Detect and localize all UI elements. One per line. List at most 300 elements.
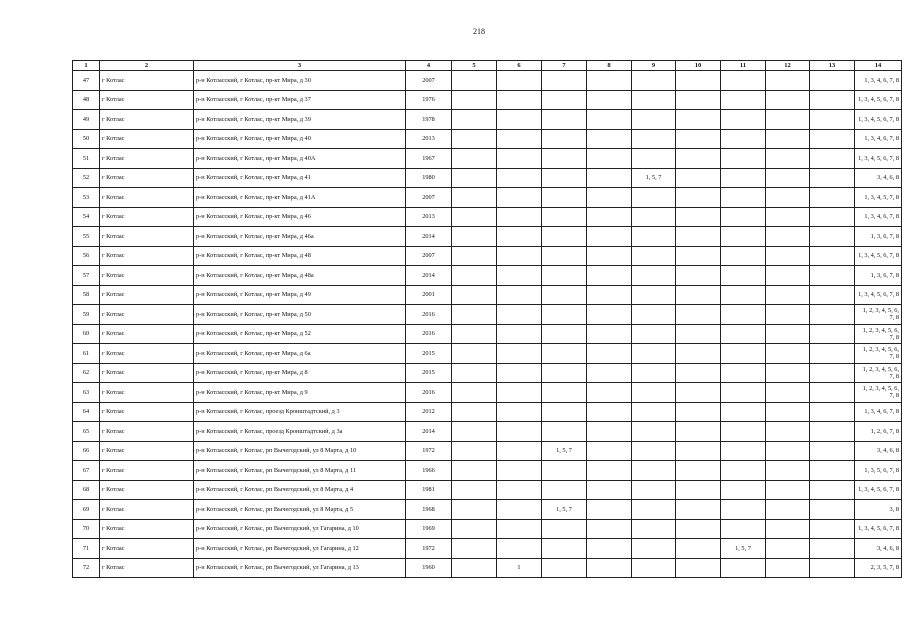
- header-row: [73, 61, 902, 71]
- col11-cell: [721, 266, 766, 286]
- col6-cell: [497, 519, 542, 539]
- settlement-cell: г Котлас: [100, 266, 194, 286]
- row-number: 61: [73, 344, 100, 364]
- col9-cell: [632, 441, 676, 461]
- col6-cell: [497, 71, 542, 91]
- col13-cell: [810, 344, 855, 364]
- settlement-cell: г Котлас: [100, 285, 194, 305]
- col9-cell: [632, 110, 676, 130]
- col12-cell: [766, 129, 810, 149]
- year-cell: 2007: [406, 246, 452, 266]
- address-cell: р-н Котласский, г Котлас, пр-кт Мира, д 37: [194, 90, 406, 110]
- address-cell: р-н Котласский, г Котлас, пр-кт Мира, д 49: [194, 285, 406, 305]
- col7-cell: 1, 5, 7: [542, 500, 587, 520]
- column-header-4: 4: [406, 61, 452, 71]
- col7-cell: [542, 266, 587, 286]
- table-row: [73, 344, 902, 364]
- col13-cell: [810, 422, 855, 442]
- table-row: [73, 500, 902, 520]
- table-row: [73, 285, 902, 305]
- col13-cell: [810, 168, 855, 188]
- col12-cell: [766, 71, 810, 91]
- col11-cell: [721, 441, 766, 461]
- col7-cell: [542, 363, 587, 383]
- col5-cell: [452, 539, 497, 559]
- col13-cell: [810, 246, 855, 266]
- col9-cell: [632, 129, 676, 149]
- table-row: [73, 402, 902, 422]
- measures-cell: 1, 3, 4, 5, 6, 7, 8: [855, 149, 902, 169]
- col7-cell: [542, 168, 587, 188]
- register-table: [72, 60, 902, 578]
- col7-cell: [542, 110, 587, 130]
- col7-cell: [542, 324, 587, 344]
- col13-cell: [810, 207, 855, 227]
- measures-cell: 1, 2, 3, 4, 5, 6, 7, 8: [855, 383, 902, 403]
- col13-cell: [810, 539, 855, 559]
- year-cell: 1978: [406, 110, 452, 130]
- col11-cell: [721, 90, 766, 110]
- col6-cell: [497, 324, 542, 344]
- col10-cell: [676, 188, 721, 208]
- col6-cell: [497, 207, 542, 227]
- col10-cell: [676, 383, 721, 403]
- col10-cell: [676, 110, 721, 130]
- measures-cell: 3, 4, 6, 8: [855, 441, 902, 461]
- col5-cell: [452, 519, 497, 539]
- measures-cell: 2, 3, 5, 7, 8: [855, 558, 902, 578]
- col10-cell: [676, 71, 721, 91]
- col5-cell: [452, 285, 497, 305]
- address-cell: р-н Котласский, г Котлас, пр-кт Мира, д 39: [194, 110, 406, 130]
- table-row: [73, 90, 902, 110]
- measures-cell: 1, 3, 4, 5, 6, 7, 8: [855, 519, 902, 539]
- col12-cell: [766, 558, 810, 578]
- col7-cell: [542, 207, 587, 227]
- col11-cell: [721, 246, 766, 266]
- row-number: 52: [73, 168, 100, 188]
- year-cell: 1981: [406, 480, 452, 500]
- col13-cell: [810, 110, 855, 130]
- col5-cell: [452, 402, 497, 422]
- col5-cell: [452, 129, 497, 149]
- col6-cell: [497, 461, 542, 481]
- col9-cell: [632, 402, 676, 422]
- col6-cell: [497, 246, 542, 266]
- col10-cell: [676, 480, 721, 500]
- table-row: [73, 461, 902, 481]
- col12-cell: [766, 90, 810, 110]
- col10-cell: [676, 422, 721, 442]
- col11-cell: [721, 324, 766, 344]
- col5-cell: [452, 461, 497, 481]
- row-number: 72: [73, 558, 100, 578]
- table-row: [73, 558, 902, 578]
- col8-cell: [587, 207, 632, 227]
- col13-cell: [810, 266, 855, 286]
- col12-cell: [766, 285, 810, 305]
- col8-cell: [587, 383, 632, 403]
- col8-cell: [587, 461, 632, 481]
- col10-cell: [676, 266, 721, 286]
- year-cell: 2007: [406, 188, 452, 208]
- col9-cell: [632, 207, 676, 227]
- col9-cell: [632, 500, 676, 520]
- col10-cell: [676, 168, 721, 188]
- address-cell: р-н Котласский, г Котлас, рп Вычегодский, ул Гагарина, д 13: [194, 558, 406, 578]
- settlement-cell: г Котлас: [100, 422, 194, 442]
- row-number: 50: [73, 129, 100, 149]
- col12-cell: [766, 227, 810, 247]
- address-cell: р-н Котласский, г Котлас, пр-кт Мира, д 52: [194, 324, 406, 344]
- column-header-9: 9: [632, 61, 676, 71]
- page-number: 218: [473, 27, 485, 36]
- col10-cell: [676, 207, 721, 227]
- col9-cell: [632, 266, 676, 286]
- address-cell: р-н Котласский, г Котлас, пр-кт Мира, д 9: [194, 383, 406, 403]
- col7-cell: [542, 285, 587, 305]
- col13-cell: [810, 441, 855, 461]
- settlement-cell: г Котлас: [100, 188, 194, 208]
- col13-cell: [810, 500, 855, 520]
- table-row: [73, 363, 902, 383]
- col6-cell: [497, 402, 542, 422]
- measures-cell: 1, 3, 6, 7, 8: [855, 266, 902, 286]
- col10-cell: [676, 149, 721, 169]
- measures-cell: 1, 3, 4, 6, 7, 8: [855, 402, 902, 422]
- address-cell: р-н Котласский, г Котлас, проезд Кронштадтский, д 3: [194, 402, 406, 422]
- year-cell: 2014: [406, 422, 452, 442]
- year-cell: 2016: [406, 383, 452, 403]
- column-header-10: 10: [676, 61, 721, 71]
- year-cell: 1972: [406, 441, 452, 461]
- settlement-cell: г Котлас: [100, 207, 194, 227]
- col5-cell: [452, 71, 497, 91]
- col6-cell: [497, 129, 542, 149]
- column-header-7: 7: [542, 61, 587, 71]
- col6-cell: [497, 344, 542, 364]
- settlement-cell: г Котлас: [100, 90, 194, 110]
- col7-cell: [542, 422, 587, 442]
- col11-cell: [721, 149, 766, 169]
- col12-cell: [766, 363, 810, 383]
- col8-cell: [587, 71, 632, 91]
- col9-cell: [632, 422, 676, 442]
- col13-cell: [810, 188, 855, 208]
- address-cell: р-н Котласский, г Котлас, проезд Кронштадтский, д 3а: [194, 422, 406, 442]
- col6-cell: 1: [497, 558, 542, 578]
- year-cell: 2015: [406, 344, 452, 364]
- table-row: [73, 480, 902, 500]
- col5-cell: [452, 344, 497, 364]
- table-row: [73, 305, 902, 325]
- row-number: 51: [73, 149, 100, 169]
- measures-cell: 1, 3, 4, 5, 6, 7, 8: [855, 90, 902, 110]
- settlement-cell: г Котлас: [100, 246, 194, 266]
- col10-cell: [676, 324, 721, 344]
- address-cell: р-н Котласский, г Котлас, пр-кт Мира, д 40А: [194, 149, 406, 169]
- col10-cell: [676, 402, 721, 422]
- col11-cell: [721, 558, 766, 578]
- col7-cell: [542, 383, 587, 403]
- col7-cell: [542, 519, 587, 539]
- col11-cell: [721, 188, 766, 208]
- col9-cell: [632, 558, 676, 578]
- year-cell: 2016: [406, 305, 452, 325]
- col9-cell: [632, 519, 676, 539]
- table-row: [73, 129, 902, 149]
- row-number: 48: [73, 90, 100, 110]
- table-row: [73, 71, 902, 91]
- table-body: [73, 71, 902, 578]
- col7-cell: [542, 558, 587, 578]
- col8-cell: [587, 441, 632, 461]
- col12-cell: [766, 461, 810, 481]
- table-row: [73, 441, 902, 461]
- col9-cell: [632, 461, 676, 481]
- settlement-cell: г Котлас: [100, 110, 194, 130]
- settlement-cell: г Котлас: [100, 305, 194, 325]
- table-row: [73, 519, 902, 539]
- col12-cell: [766, 383, 810, 403]
- col9-cell: [632, 188, 676, 208]
- row-number: 60: [73, 324, 100, 344]
- column-header-2: 2: [100, 61, 194, 71]
- col8-cell: [587, 500, 632, 520]
- col5-cell: [452, 168, 497, 188]
- col7-cell: [542, 71, 587, 91]
- col6-cell: [497, 422, 542, 442]
- year-cell: 2015: [406, 363, 452, 383]
- col9-cell: [632, 344, 676, 364]
- col8-cell: [587, 558, 632, 578]
- address-cell: р-н Котласский, г Котлас, пр-кт Мира, д 6а: [194, 344, 406, 364]
- col7-cell: 1, 5, 7: [542, 441, 587, 461]
- col8-cell: [587, 110, 632, 130]
- col13-cell: [810, 71, 855, 91]
- col7-cell: [542, 246, 587, 266]
- row-number: 54: [73, 207, 100, 227]
- row-number: 47: [73, 71, 100, 91]
- col10-cell: [676, 285, 721, 305]
- col6-cell: [497, 168, 542, 188]
- col12-cell: [766, 500, 810, 520]
- col9-cell: [632, 285, 676, 305]
- col10-cell: [676, 363, 721, 383]
- col10-cell: [676, 227, 721, 247]
- row-number: 57: [73, 266, 100, 286]
- col8-cell: [587, 129, 632, 149]
- col13-cell: [810, 285, 855, 305]
- row-number: 66: [73, 441, 100, 461]
- measures-cell: 1, 3, 4, 6, 7, 8: [855, 71, 902, 91]
- col11-cell: [721, 402, 766, 422]
- col7-cell: [542, 461, 587, 481]
- col8-cell: [587, 519, 632, 539]
- row-number: 53: [73, 188, 100, 208]
- col5-cell: [452, 422, 497, 442]
- measures-cell: 1, 2, 3, 4, 5, 6, 7, 8: [855, 344, 902, 364]
- col13-cell: [810, 519, 855, 539]
- col5-cell: [452, 246, 497, 266]
- measures-cell: 1, 3, 4, 6, 7, 8: [855, 207, 902, 227]
- col6-cell: [497, 149, 542, 169]
- settlement-cell: г Котлас: [100, 519, 194, 539]
- col7-cell: [542, 305, 587, 325]
- col7-cell: [542, 344, 587, 364]
- col11-cell: [721, 71, 766, 91]
- col13-cell: [810, 90, 855, 110]
- col9-cell: [632, 227, 676, 247]
- settlement-cell: г Котлас: [100, 480, 194, 500]
- col6-cell: [497, 227, 542, 247]
- col12-cell: [766, 207, 810, 227]
- table-row: [73, 422, 902, 442]
- address-cell: р-н Котласский, г Котлас, пр-кт Мира, д 46а: [194, 227, 406, 247]
- year-cell: 1972: [406, 539, 452, 559]
- col12-cell: [766, 246, 810, 266]
- col8-cell: [587, 363, 632, 383]
- col11-cell: [721, 285, 766, 305]
- col10-cell: [676, 500, 721, 520]
- settlement-cell: г Котлас: [100, 461, 194, 481]
- col13-cell: [810, 129, 855, 149]
- col6-cell: [497, 480, 542, 500]
- settlement-cell: г Котлас: [100, 168, 194, 188]
- col6-cell: [497, 500, 542, 520]
- table-row: [73, 539, 902, 559]
- col12-cell: [766, 402, 810, 422]
- col11-cell: [721, 363, 766, 383]
- row-number: 65: [73, 422, 100, 442]
- col5-cell: [452, 110, 497, 130]
- col12-cell: [766, 519, 810, 539]
- col5-cell: [452, 188, 497, 208]
- settlement-cell: г Котлас: [100, 129, 194, 149]
- measures-cell: 3, 4, 6, 8: [855, 539, 902, 559]
- row-number: 59: [73, 305, 100, 325]
- table-row: [73, 324, 902, 344]
- year-cell: 1960: [406, 558, 452, 578]
- column-header-6: 6: [497, 61, 542, 71]
- column-header-3: 3: [194, 61, 406, 71]
- col8-cell: [587, 188, 632, 208]
- row-number: 56: [73, 246, 100, 266]
- col9-cell: [632, 305, 676, 325]
- col12-cell: [766, 149, 810, 169]
- address-cell: р-н Котласский, г Котлас, пр-кт Мира, д 40: [194, 129, 406, 149]
- col11-cell: [721, 129, 766, 149]
- col5-cell: [452, 441, 497, 461]
- col6-cell: [497, 363, 542, 383]
- col5-cell: [452, 207, 497, 227]
- col9-cell: [632, 149, 676, 169]
- col8-cell: [587, 266, 632, 286]
- measures-cell: 1, 3, 4, 5, 7, 8: [855, 188, 902, 208]
- col11-cell: [721, 383, 766, 403]
- col12-cell: [766, 480, 810, 500]
- col10-cell: [676, 246, 721, 266]
- col13-cell: [810, 363, 855, 383]
- address-cell: р-н Котласский, г Котлас, пр-кт Мира, д 48а: [194, 266, 406, 286]
- year-cell: 1976: [406, 90, 452, 110]
- col12-cell: [766, 344, 810, 364]
- year-cell: 2001: [406, 285, 452, 305]
- row-number: 64: [73, 402, 100, 422]
- settlement-cell: г Котлас: [100, 383, 194, 403]
- col7-cell: [542, 539, 587, 559]
- address-cell: р-н Котласский, г Котлас, пр-кт Мира, д 50: [194, 305, 406, 325]
- measures-cell: 1, 3, 5, 6, 7, 8: [855, 461, 902, 481]
- col8-cell: [587, 539, 632, 559]
- col12-cell: [766, 539, 810, 559]
- measures-cell: 1, 3, 4, 5, 6, 7, 8: [855, 285, 902, 305]
- year-cell: 2007: [406, 71, 452, 91]
- col6-cell: [497, 188, 542, 208]
- col13-cell: [810, 480, 855, 500]
- row-number: 71: [73, 539, 100, 559]
- year-cell: 2013: [406, 129, 452, 149]
- col10-cell: [676, 90, 721, 110]
- col6-cell: [497, 441, 542, 461]
- col12-cell: [766, 188, 810, 208]
- measures-cell: 1, 3, 4, 5, 6, 7, 8: [855, 480, 902, 500]
- col13-cell: [810, 305, 855, 325]
- col6-cell: [497, 110, 542, 130]
- col10-cell: [676, 461, 721, 481]
- col9-cell: [632, 90, 676, 110]
- col11-cell: [721, 519, 766, 539]
- col5-cell: [452, 149, 497, 169]
- year-cell: 2012: [406, 402, 452, 422]
- col8-cell: [587, 168, 632, 188]
- col5-cell: [452, 90, 497, 110]
- col10-cell: [676, 344, 721, 364]
- col8-cell: [587, 305, 632, 325]
- col8-cell: [587, 227, 632, 247]
- col12-cell: [766, 266, 810, 286]
- col13-cell: [810, 149, 855, 169]
- col8-cell: [587, 480, 632, 500]
- col10-cell: [676, 539, 721, 559]
- col11-cell: [721, 344, 766, 364]
- col9-cell: [632, 480, 676, 500]
- col5-cell: [452, 227, 497, 247]
- column-header-13: 13: [810, 61, 855, 71]
- address-cell: р-н Котласский, г Котлас, рп Вычегодский, ул 8 Марта, д 10: [194, 441, 406, 461]
- col9-cell: [632, 246, 676, 266]
- col8-cell: [587, 246, 632, 266]
- address-cell: р-н Котласский, г Котлас, пр-кт Мира, д 46: [194, 207, 406, 227]
- col5-cell: [452, 363, 497, 383]
- settlement-cell: г Котлас: [100, 558, 194, 578]
- col10-cell: [676, 129, 721, 149]
- col9-cell: [632, 539, 676, 559]
- year-cell: 1968: [406, 500, 452, 520]
- year-cell: 1969: [406, 519, 452, 539]
- address-cell: р-н Котласский, г Котлас, рп Вычегодский, ул 8 Марта, д 5: [194, 500, 406, 520]
- col5-cell: [452, 383, 497, 403]
- col7-cell: [542, 129, 587, 149]
- col11-cell: [721, 110, 766, 130]
- col6-cell: [497, 90, 542, 110]
- table-row: [73, 246, 902, 266]
- year-cell: 2014: [406, 266, 452, 286]
- col5-cell: [452, 305, 497, 325]
- col6-cell: [497, 305, 542, 325]
- settlement-cell: г Котлас: [100, 539, 194, 559]
- col11-cell: [721, 500, 766, 520]
